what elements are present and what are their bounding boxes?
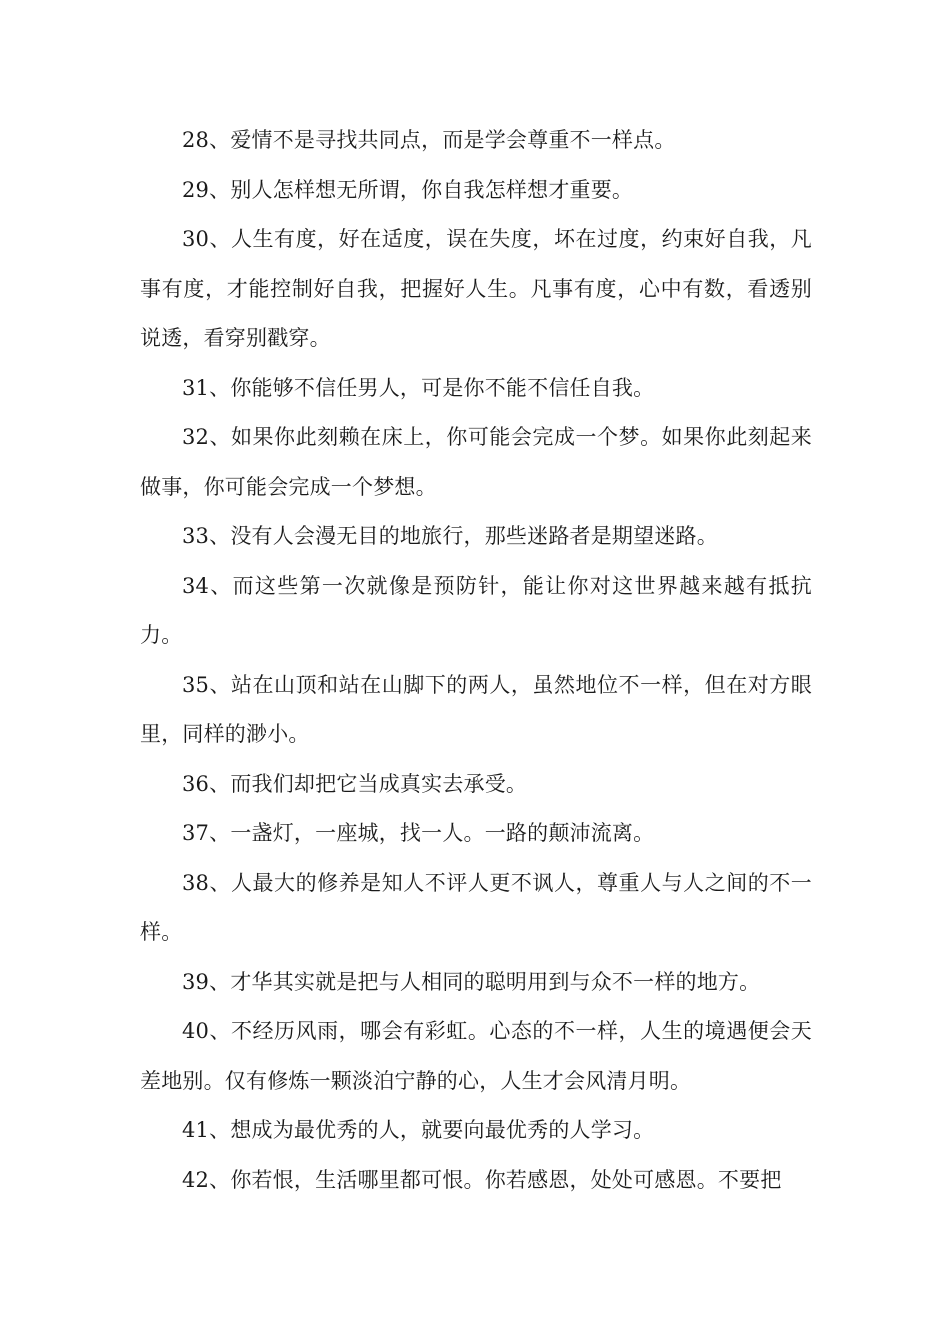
document-body xyxy=(140,116,812,1205)
paragraph-32: 32、如果你此刻赖在床上，你可能会完成一个梦。如果你此刻起来做事，你可能会完成一个梦想。 xyxy=(140,425,812,499)
paragraph-40: 40、不经历风雨，哪会有彩虹。心态的不一样，人生的境遇便会天差地别。仅有修炼一颗淡泊宁静的心，人生才会风清月明。 xyxy=(140,1019,812,1093)
paragraph-39: 39、才华其实就是把与人相同的聪明用到与众不一样的地方。 xyxy=(182,969,761,994)
paragraph-41: 41、想成为最优秀的人，就要向最优秀的人学习。 xyxy=(182,1118,655,1142)
paragraph-42: 42、你若恨，生活哪里都可恨。你若感恩，处处可感恩。不要把 xyxy=(182,1167,782,1192)
paragraph-37: 37、一盏灯，一座城，找一人。一路的颠沛流离。 xyxy=(182,821,655,845)
paragraph-30: 30、人生有度，好在适度，误在失度，坏在过度，约束好自我，凡事有度，才能控制好自我，把握好人生。凡事有度，心中有数，看透别说透，看穿别戳穿。 xyxy=(140,227,812,350)
paragraph-38: 38、人最大的修养是知人不评人更不讽人，尊重人与人之间的不一样。 xyxy=(140,870,812,944)
paragraph-34: 34、而这些第一次就像是预防针，能让你对这世界越来越有抵抗力。 xyxy=(140,573,812,647)
paragraph-33: 33、没有人会漫无目的地旅行，那些迷路者是期望迷路。 xyxy=(182,524,718,548)
paragraph-36: 36、而我们却把它当成真实去承受。 xyxy=(182,771,528,796)
paragraph-29: 29、别人怎样想无所谓，你自我怎样想才重要。 xyxy=(182,177,634,202)
paragraph-31: 31、你能够不信任男人，可是你不能不信任自我。 xyxy=(182,375,655,400)
paragraph-35: 35、站在山顶和站在山脚下的两人，虽然地位不一样，但在对方眼里，同样的渺小。 xyxy=(140,672,812,746)
paragraph-28: 28、爱情不是寻找共同点，而是学会尊重不一样点。 xyxy=(182,128,676,152)
